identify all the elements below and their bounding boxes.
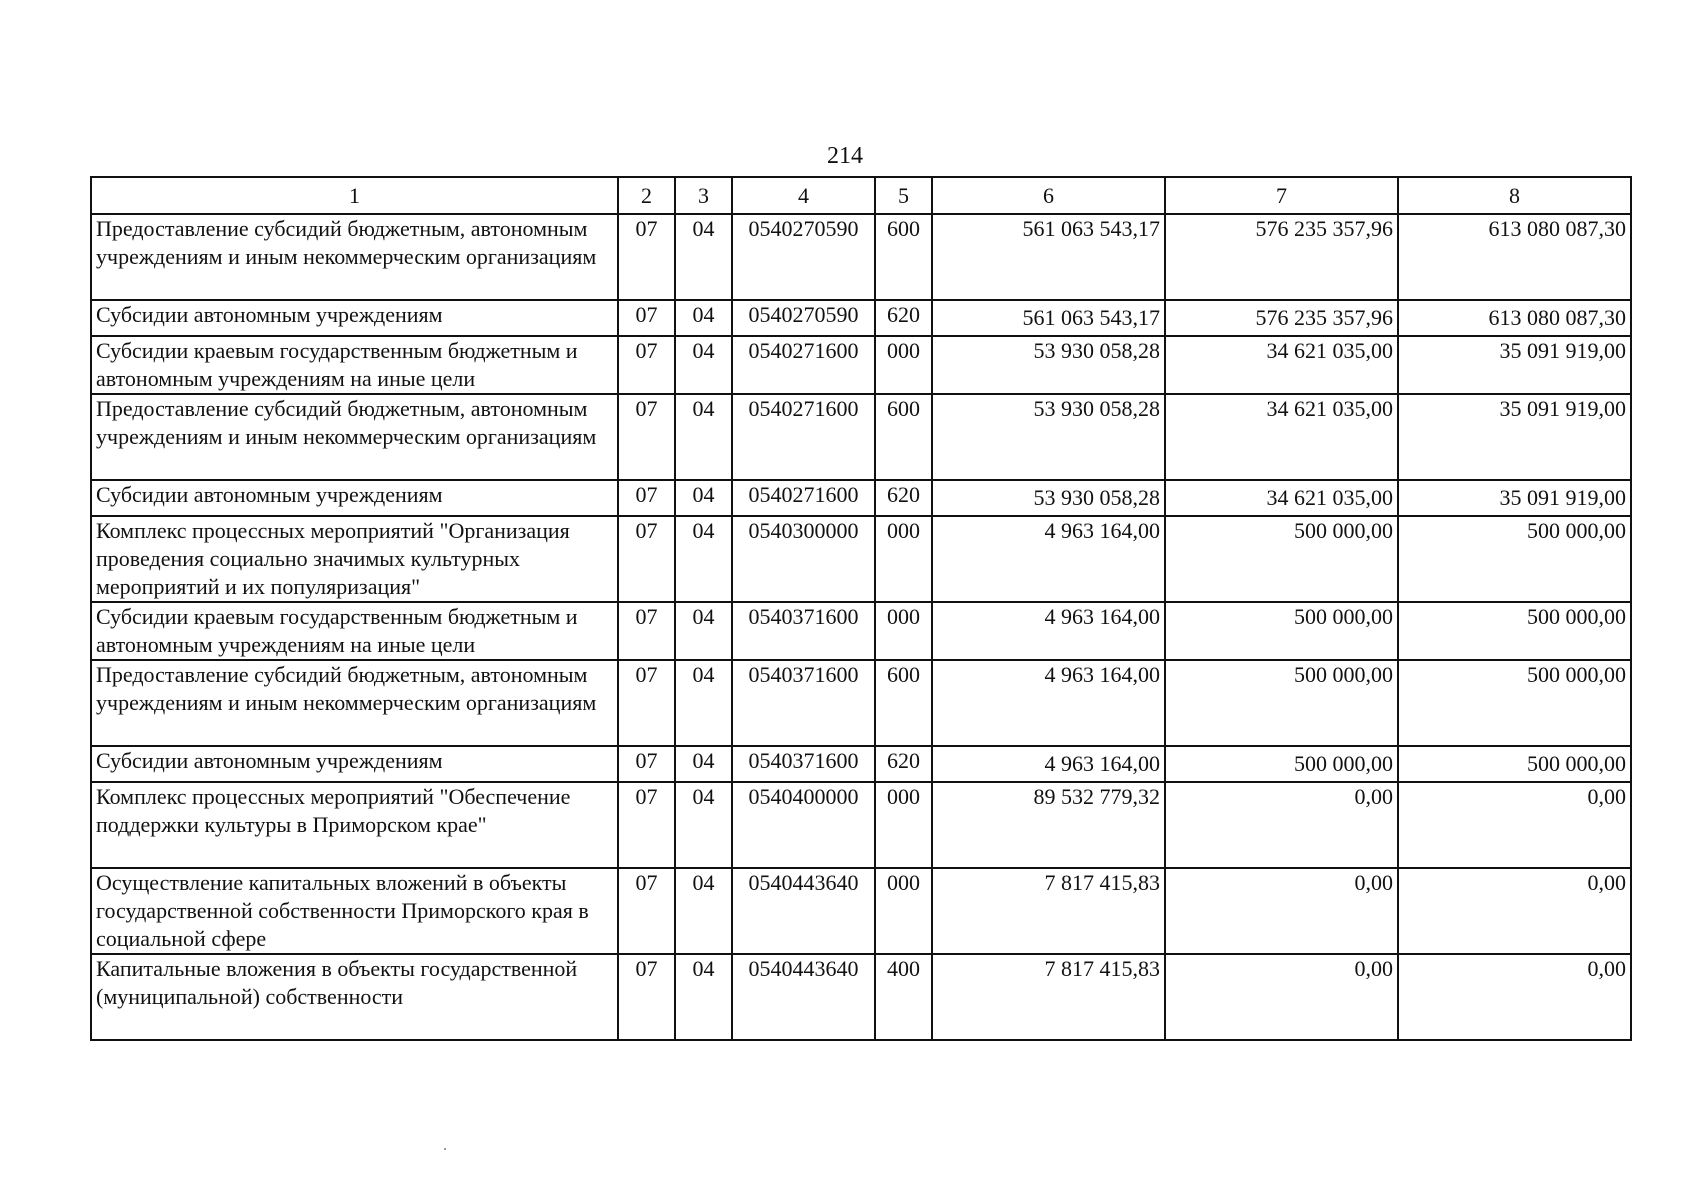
row-amount-7: 576 235 357,96 — [1165, 300, 1398, 336]
row-expense-type: 600 — [875, 214, 932, 300]
row-amount-6: 4 963 164,00 — [932, 746, 1165, 782]
row-amount-7: 500 000,00 — [1165, 516, 1398, 602]
row-target-code: 0540270590 — [732, 214, 875, 300]
row-subsection: 04 — [675, 516, 732, 602]
table-row — [91, 214, 1631, 300]
table-row — [91, 300, 1631, 336]
table-row — [91, 868, 1631, 954]
row-amount-8: 0,00 — [1398, 868, 1631, 954]
row-expense-type: 000 — [875, 868, 932, 954]
row-expense-type: 000 — [875, 336, 932, 394]
header-cell-4: 4 — [732, 177, 875, 214]
row-amount-6: 53 930 058,28 — [932, 394, 1165, 480]
row-amount-6: 4 963 164,00 — [932, 602, 1165, 660]
row-name: Комплекс процессных мероприятий "Обеспечение поддержки культуры в Приморском крае" — [91, 782, 618, 868]
row-amount-7: 34 621 035,00 — [1165, 336, 1398, 394]
row-subsection: 04 — [675, 746, 732, 782]
row-target-code: 0540271600 — [732, 394, 875, 480]
row-amount-7: 500 000,00 — [1165, 602, 1398, 660]
budget-table — [90, 176, 1632, 1041]
row-subsection: 04 — [675, 602, 732, 660]
row-target-code: 0540300000 — [732, 516, 875, 602]
row-section: 07 — [618, 394, 675, 480]
row-subsection: 04 — [675, 954, 732, 1040]
row-target-code: 0540371600 — [732, 746, 875, 782]
row-amount-8: 500 000,00 — [1398, 602, 1631, 660]
row-name: Субсидии краевым государственным бюджетным и автономным учреждениям на иные цели — [91, 602, 618, 660]
row-subsection: 04 — [675, 300, 732, 336]
table-row — [91, 746, 1631, 782]
page-number: 214 — [827, 143, 863, 169]
row-amount-7: 500 000,00 — [1165, 746, 1398, 782]
row-section: 07 — [618, 300, 675, 336]
table-row — [91, 602, 1631, 660]
row-subsection: 04 — [675, 660, 732, 746]
row-section: 07 — [618, 602, 675, 660]
row-amount-6: 89 532 779,32 — [932, 782, 1165, 868]
row-name: Осуществление капитальных вложений в объекты государственной собственности Приморского края в социальной сфере — [91, 868, 618, 954]
table-row — [91, 336, 1631, 394]
row-target-code: 0540371600 — [732, 660, 875, 746]
row-amount-8: 613 080 087,30 — [1398, 300, 1631, 336]
row-target-code: 0540271600 — [732, 336, 875, 394]
row-name: Субсидии автономным учреждениям — [91, 480, 618, 516]
row-section: 07 — [618, 782, 675, 868]
row-expense-type: 400 — [875, 954, 932, 1040]
row-section: 07 — [618, 954, 675, 1040]
row-section: 07 — [618, 336, 675, 394]
row-section: 07 — [618, 660, 675, 746]
row-section: 07 — [618, 214, 675, 300]
row-amount-6: 4 963 164,00 — [932, 660, 1165, 746]
table-row — [91, 660, 1631, 746]
row-name: Субсидии автономным учреждениям — [91, 746, 618, 782]
row-target-code: 0540270590 — [732, 300, 875, 336]
row-name: Капитальные вложения в объекты государственной (муниципальной) собственности — [91, 954, 618, 1040]
header-cell-3: 3 — [675, 177, 732, 214]
row-amount-7: 34 621 035,00 — [1165, 480, 1398, 516]
row-expense-type: 000 — [875, 602, 932, 660]
row-amount-6: 53 930 058,28 — [932, 480, 1165, 516]
row-amount-8: 35 091 919,00 — [1398, 480, 1631, 516]
row-amount-6: 4 963 164,00 — [932, 516, 1165, 602]
table-row — [91, 394, 1631, 480]
row-expense-type: 000 — [875, 782, 932, 868]
row-expense-type: 000 — [875, 516, 932, 602]
row-name: Субсидии краевым государственным бюджетным и автономным учреждениям на иные цели — [91, 336, 618, 394]
row-amount-8: 35 091 919,00 — [1398, 336, 1631, 394]
row-target-code: 0540443640 — [732, 954, 875, 1040]
row-subsection: 04 — [675, 868, 732, 954]
row-name: Субсидии автономным учреждениям — [91, 300, 618, 336]
row-target-code: 0540400000 — [732, 782, 875, 868]
row-amount-8: 0,00 — [1398, 954, 1631, 1040]
row-subsection: 04 — [675, 394, 732, 480]
table-row — [91, 480, 1631, 516]
table-row — [91, 782, 1631, 868]
row-amount-6: 561 063 543,17 — [932, 214, 1165, 300]
row-amount-7: 34 621 035,00 — [1165, 394, 1398, 480]
row-amount-8: 35 091 919,00 — [1398, 394, 1631, 480]
row-expense-type: 620 — [875, 300, 932, 336]
row-amount-7: 0,00 — [1165, 868, 1398, 954]
row-amount-6: 561 063 543,17 — [932, 300, 1165, 336]
row-name: Предоставление субсидий бюджетным, автономным учреждениям и иным некоммерческим организациям — [91, 214, 618, 300]
row-amount-8: 613 080 087,30 — [1398, 214, 1631, 300]
row-subsection: 04 — [675, 336, 732, 394]
row-section: 07 — [618, 480, 675, 516]
row-amount-7: 0,00 — [1165, 782, 1398, 868]
header-cell-2: 2 — [618, 177, 675, 214]
row-target-code: 0540443640 — [732, 868, 875, 954]
row-target-code: 0540371600 — [732, 602, 875, 660]
header-cell-5: 5 — [875, 177, 932, 214]
row-amount-8: 500 000,00 — [1398, 746, 1631, 782]
row-amount-7: 576 235 357,96 — [1165, 214, 1398, 300]
scan-speck — [444, 1148, 446, 1150]
header-cell-6: 6 — [932, 177, 1165, 214]
row-subsection: 04 — [675, 480, 732, 516]
row-amount-8: 500 000,00 — [1398, 516, 1631, 602]
row-target-code: 0540271600 — [732, 480, 875, 516]
table-row — [91, 954, 1631, 1040]
row-amount-8: 0,00 — [1398, 782, 1631, 868]
row-subsection: 04 — [675, 782, 732, 868]
row-expense-type: 600 — [875, 660, 932, 746]
row-amount-6: 7 817 415,83 — [932, 954, 1165, 1040]
row-name: Предоставление субсидий бюджетным, автономным учреждениям и иным некоммерческим организациям — [91, 660, 618, 746]
row-name: Предоставление субсидий бюджетным, автономным учреждениям и иным некоммерческим организациям — [91, 394, 618, 480]
row-subsection: 04 — [675, 214, 732, 300]
row-section: 07 — [618, 868, 675, 954]
header-cell-8: 8 — [1398, 177, 1631, 214]
row-amount-8: 500 000,00 — [1398, 660, 1631, 746]
row-expense-type: 620 — [875, 480, 932, 516]
row-section: 07 — [618, 516, 675, 602]
row-expense-type: 620 — [875, 746, 932, 782]
row-expense-type: 600 — [875, 394, 932, 480]
row-amount-7: 500 000,00 — [1165, 660, 1398, 746]
row-amount-7: 0,00 — [1165, 954, 1398, 1040]
header-cell-7: 7 — [1165, 177, 1398, 214]
row-amount-6: 53 930 058,28 — [932, 336, 1165, 394]
table-row — [91, 516, 1631, 602]
row-amount-6: 7 817 415,83 — [932, 868, 1165, 954]
row-section: 07 — [618, 746, 675, 782]
row-name: Комплекс процессных мероприятий "Организация проведения социально значимых культурных мероприятий и их популяризация" — [91, 516, 618, 602]
header-row — [91, 177, 1631, 214]
header-cell-1: 1 — [91, 177, 618, 214]
